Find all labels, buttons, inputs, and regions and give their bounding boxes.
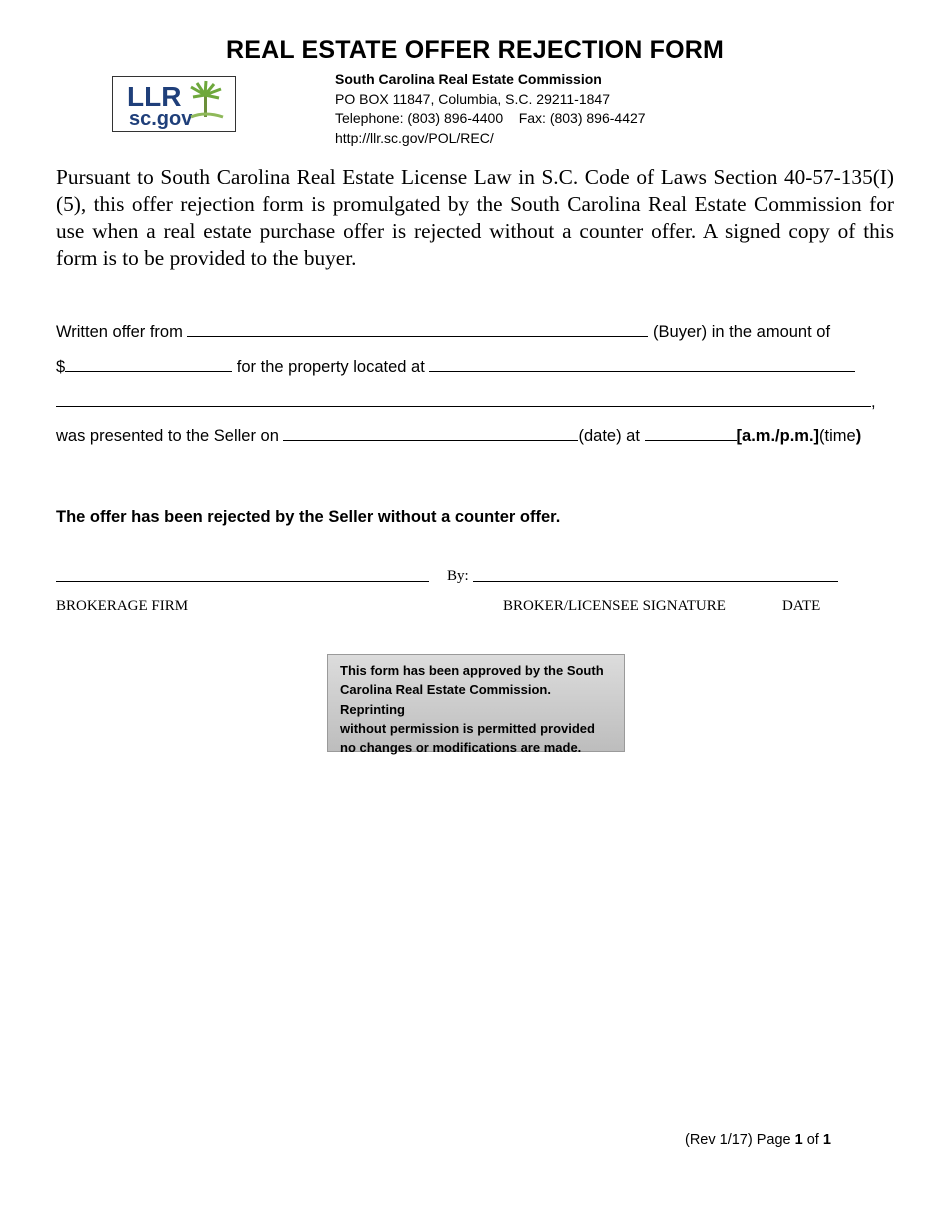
presented-label: was presented to the Seller on <box>56 427 279 445</box>
property-label: for the property located at <box>236 358 425 376</box>
rejection-statement: The offer has been rejected by the Seller without a counter offer. <box>56 508 561 526</box>
phone: Telephone: (803) 896-4400 <box>335 110 504 126</box>
written-offer-label: Written offer from <box>56 323 183 341</box>
commission-name: South Carolina Real Estate Commission <box>335 71 602 87</box>
revision-label: (Rev 1/17) Page <box>685 1132 791 1148</box>
form-title: REAL ESTATE OFFER REJECTION FORM <box>225 36 725 64</box>
dollar-sign: $ <box>56 358 66 376</box>
ampm-label: [a.m./p.m.] <box>736 427 820 445</box>
intro-paragraph: Pursuant to South Carolina Real Estate License Law in S.C. Code of Laws Section 40-57-135(I)(5), this offer rejection form is promulgated by the South Carolina Real Estate Commission for use when a real estate purchase offer is rejected without a counter offer. A signed copy of this form is to be provided to the buyer. <box>56 165 894 270</box>
page-number: 1 <box>794 1132 803 1148</box>
time-close-paren: ) <box>855 427 862 445</box>
commission-url[interactable]: http://llr.sc.gov/POL/REC/ <box>335 129 494 146</box>
broker-signature-field[interactable] <box>473 567 838 582</box>
broker-signature-caption: BROKER/LICENSEE SIGNATURE <box>503 598 726 614</box>
notice-line: Carolina Real Estate Commission. Reprinting <box>340 682 551 717</box>
commission-address: PO BOX 11847, Columbia, S.C. 29211-1847 <box>335 90 610 107</box>
page-total: 1 <box>822 1132 831 1148</box>
date-label: (date) at <box>578 427 640 445</box>
notice-line: This form has been approved by the South <box>340 663 604 678</box>
amount-property-line <box>56 356 855 377</box>
by-label: By: <box>447 568 469 584</box>
time-label: (time <box>819 427 856 445</box>
buyer-name-field[interactable] <box>187 321 648 337</box>
palmetto-tree-icon <box>191 81 223 117</box>
comma: , <box>871 393 876 411</box>
fax: Fax: (803) 896-4427 <box>518 110 646 126</box>
presented-date-field[interactable] <box>283 425 578 441</box>
commission-phone-fax <box>335 109 646 129</box>
offer-amount-field[interactable] <box>65 356 232 372</box>
llr-logo <box>112 76 236 132</box>
brokerage-firm-caption: BROKERAGE FIRM <box>56 598 189 614</box>
logo-bottom-text: sc.gov <box>129 108 193 130</box>
presented-time-field[interactable] <box>645 425 737 441</box>
logo-top-text: LLR <box>127 81 182 112</box>
of-label: of <box>806 1132 819 1148</box>
property-address-continued-line <box>56 391 876 412</box>
approval-notice <box>327 654 625 756</box>
property-address-field[interactable] <box>429 356 855 372</box>
property-address-field-2[interactable] <box>56 391 871 407</box>
brokerage-firm-field[interactable] <box>56 567 429 582</box>
date-caption: DATE <box>782 598 821 614</box>
page-footer <box>685 1132 831 1148</box>
buyer-suffix-label: (Buyer) in the amount of <box>653 323 831 341</box>
notice-line: no changes or modifications are made. <box>340 740 582 756</box>
presented-line <box>56 425 861 446</box>
written-offer-line <box>56 321 830 342</box>
commission-contact <box>335 70 646 148</box>
notice-line: without permission is permitted provided <box>340 720 595 736</box>
